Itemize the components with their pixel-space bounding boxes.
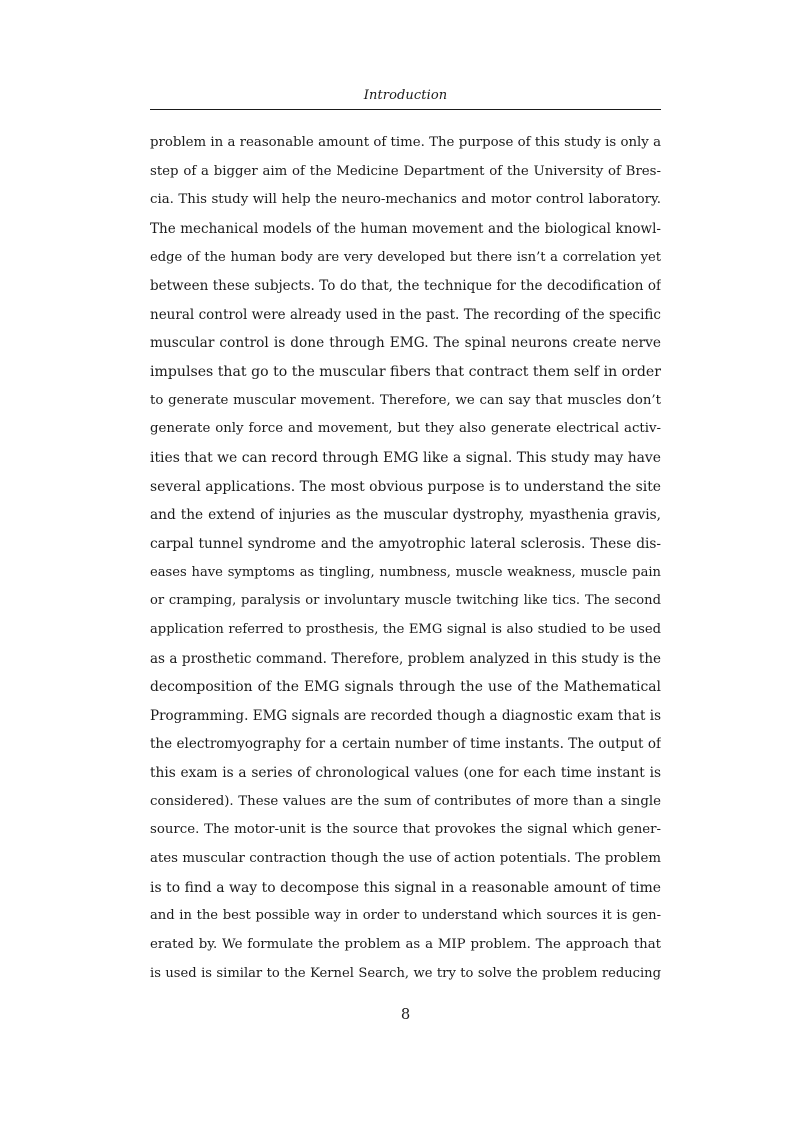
text-line: or cramping, paralysis or involuntary muscle twitching like tics. The second: [150, 593, 661, 609]
text-line: The mechanical models of the human movement and the biological knowl-: [150, 220, 661, 237]
text-line: to generate muscular movement. Therefore, we can say that muscles don’t: [150, 392, 661, 408]
text-line: as a prosthetic command. Therefore, problem analyzed in this study is the: [150, 650, 661, 667]
text-line: step of a bigger aim of the Medicine Department of the University of Bres-: [150, 163, 661, 179]
text-line: considered). These values are the sum of contributes of more than a single: [150, 793, 661, 809]
text-line: is to find a way to decompose this signal in a reasonable amount of time: [150, 879, 661, 896]
text-line: several applications. The most obvious purpose is to understand the site: [150, 478, 661, 495]
text-line: cia. This study will help the neuro-mechanics and motor control laboratory.: [150, 192, 661, 208]
text-line: generate only force and movement, but they also generate electrical activ-: [150, 421, 661, 437]
text-line: this exam is a series of chronological values (one for each time instant is: [150, 765, 661, 782]
text-line: the electromyography for a certain number of time instants. The output of: [150, 736, 661, 753]
text-line: is used is similar to the Kernel Search, we try to solve the problem reducing: [150, 965, 661, 981]
text-line: carpal tunnel syndrome and the amyotrophic lateral sclerosis. These dis-: [150, 535, 661, 552]
text-line: eases have symptoms as tingling, numbness, muscle weakness, muscle pain: [150, 564, 661, 580]
text-line: edge of the human body are very developed but there isn’t a correlation yet: [150, 249, 661, 265]
text-line: and the extend of injuries as the muscular dystrophy, myasthenia gravis,: [150, 507, 661, 524]
text-line: problem in a reasonable amount of time. The purpose of this study is only a: [150, 135, 661, 150]
text-line: erated by. We formulate the problem as a MIP problem. The approach that: [150, 936, 661, 952]
text-line: impulses that go to the muscular fibers that contract them self in order: [150, 364, 661, 381]
text-line: source. The motor-unit is the source that provokes the signal which gener-: [150, 822, 661, 838]
text-line: application referred to prosthesis, the EMG signal is also studied to be used: [150, 621, 661, 637]
body-paragraph: [150, 129, 661, 988]
text-line: between these subjects. To do that, the technique for the decodification of: [150, 278, 661, 295]
header-rule: [150, 109, 661, 110]
page-number: 8: [400, 1006, 411, 1023]
text-line: muscular control is done through EMG. The spinal neurons create nerve: [150, 335, 661, 352]
text-line: ates muscular contraction though the use of action potentials. The problem: [150, 851, 661, 867]
text-line: Programming. EMG signals are recorded though a diagnostic exam that is: [150, 707, 661, 724]
text-line: ities that we can record through EMG like a signal. This study may have: [150, 450, 661, 467]
text-line: decomposition of the EMG signals through the use of the Mathematical: [150, 679, 661, 696]
text-line: neural control were already used in the past. The recording of the specific: [150, 306, 661, 323]
text-line: and in the best possible way in order to understand which sources it is gen-: [150, 908, 661, 924]
running-header: Introduction: [363, 88, 448, 103]
